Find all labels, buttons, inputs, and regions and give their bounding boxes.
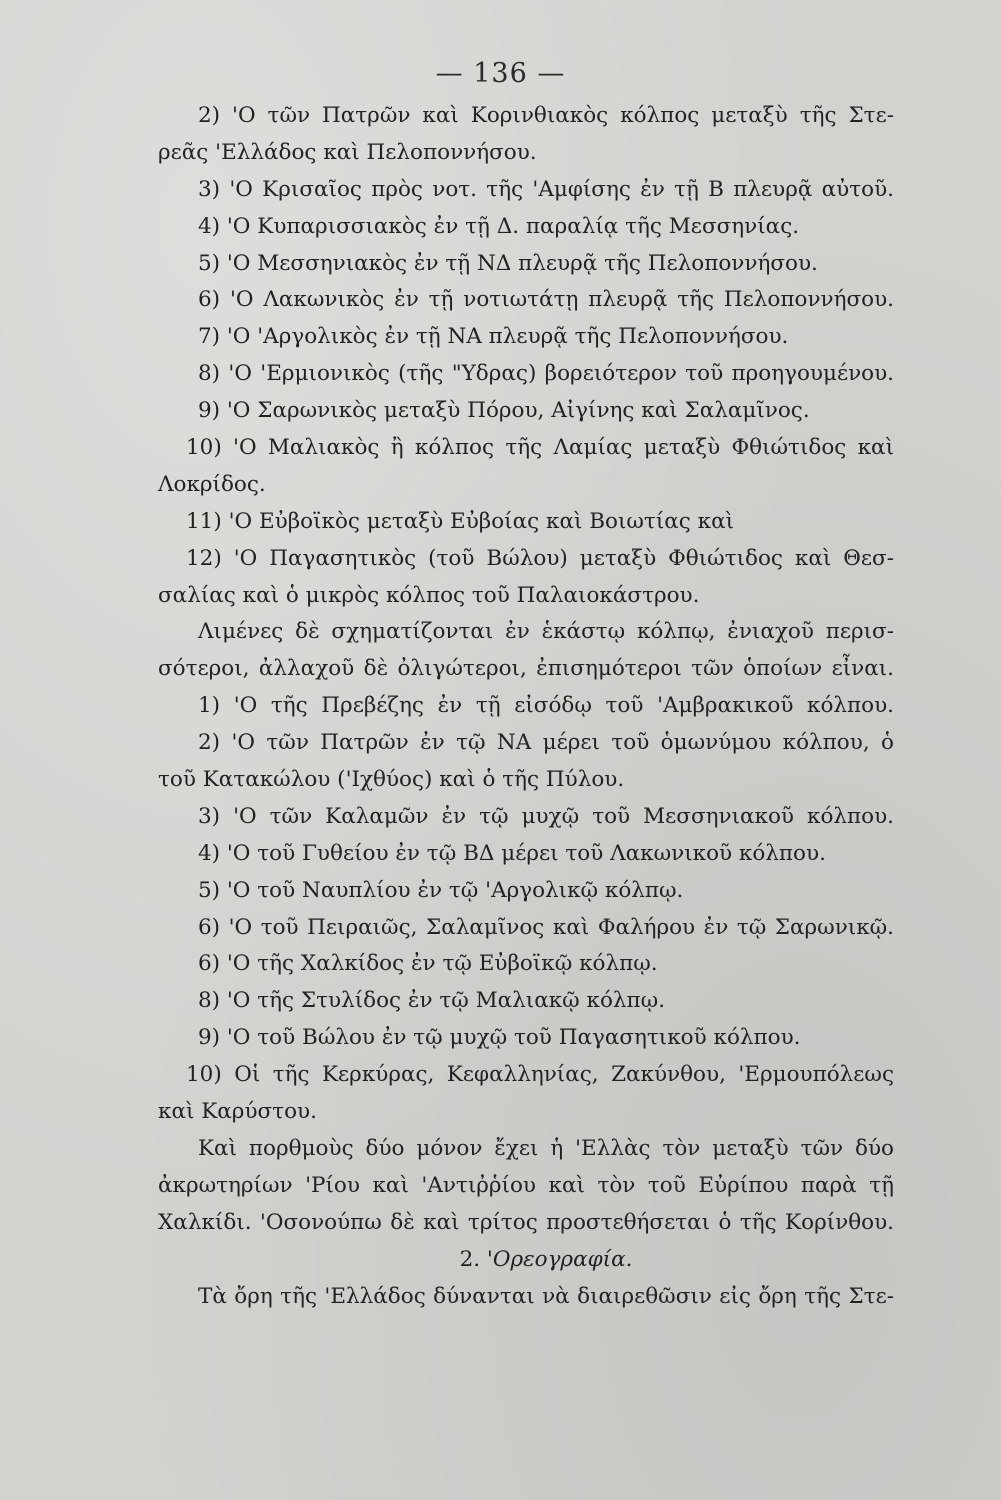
- text-line: 7) 'Ο 'Αργολικὸς ἐν τῇ ΝΑ πλευρᾷ τῆς Πελοποννήσου.: [198, 324, 789, 350]
- section-title: 'Ορεογραφία.: [486, 1246, 633, 1272]
- text-line: ρεᾶς 'Ελλάδος καὶ Πελοποννήσου.: [158, 139, 537, 165]
- page-number: — 136 —: [435, 58, 566, 89]
- section-number: 2.: [459, 1246, 481, 1272]
- text-line: 6) 'Ο τοῦ Πειραιῶς, Σαλαμῖνος καὶ Φαλήρου ἐν τῷ Σαρωνικῷ.: [198, 914, 894, 940]
- text-line: 8) 'Ο 'Ερμιονικὸς (τῆς "Υδρας) βορειότερον τοῦ προηγουμένου.: [198, 361, 894, 387]
- text-line: 2) 'Ο τῶν Πατρῶν ἐν τῷ ΝΑ μέρει τοῦ ὁμωνύμου κόλπου, ὁ: [198, 730, 894, 756]
- text-line: ἀκρωτηρίων 'Ρίου καὶ 'Αντιῤῥίου καὶ τὸν τοῦ Εὐρίπου παρὰ τῇ: [158, 1172, 894, 1198]
- text-line: 10) 'Ο Μαλιακὸς ἢ κόλπος τῆς Λαμίας μεταξὺ Φθιώτιδος καὶ: [186, 435, 894, 461]
- text-line: 5) 'Ο τοῦ Ναυπλίου ἐν τῷ 'Αργολικῷ κόλπῳ.: [198, 877, 684, 903]
- text-line: 9) 'Ο τοῦ Βώλου ἐν τῷ μυχῷ τοῦ Παγασητικοῦ κόλπου.: [198, 1025, 801, 1051]
- text-line: καὶ Καρύστου.: [158, 1099, 317, 1125]
- text-line: Χαλκίδι. 'Οσονούπω δὲ καὶ τρίτος προστεθήσεται ὁ τῆς Κορίνθου.: [158, 1209, 894, 1235]
- text-line: 2) 'Ο τῶν Πατρῶν καὶ Κορινθιακὸς κόλπος μεταξὺ τῆς Στε-: [198, 103, 894, 128]
- text-line: 4) 'Ο Κυπαρισσιακὸς ἐν τῇ Δ. παραλίᾳ τῆς Μεσσηνίας.: [198, 213, 800, 239]
- text-line: 6) 'Ο Λακωνικὸς ἐν τῇ νοτιωτάτῃ πλευρᾷ τῆς Πελοποννήσου.: [198, 287, 894, 313]
- text-line: 3) 'Ο Κρισαῖος πρὸς νοτ. τῆς 'Αμφίσης ἐν τῇ Β πλευρᾷ αὐτοῦ.: [198, 176, 894, 202]
- text-line: 9) 'Ο Σαρωνικὸς μεταξὺ Πόρου, Αἰγίνης καὶ Σαλαμῖνος.: [198, 398, 810, 424]
- text-line: 11) 'Ο Εὐβοϊκὸς μεταξὺ Εὐβοίας καὶ Βοιωτίας καὶ: [186, 508, 735, 534]
- text-line-last: Τὰ ὄρη τῆς 'Ελλάδος δύνανται νὰ διαιρεθῶσιν εἰς ὄρη τῆς Στε-: [198, 1283, 894, 1309]
- text-line: Λοκρίδος.: [158, 471, 266, 497]
- text-lines: [158, 98, 894, 1242]
- text-line: 4) 'Ο τοῦ Γυθείου ἐν τῷ ΒΔ μέρει τοῦ Λακωνικοῦ κόλπου.: [198, 840, 826, 866]
- text-line: Καὶ πορθμοὺς δύο μόνον ἔχει ἡ 'Ελλὰς τὸν μεταξὺ τῶν δύο: [198, 1135, 894, 1161]
- text-line: σαλίας καὶ ὁ μικρὸς κόλπος τοῦ Παλαιοκάστρου.: [158, 582, 700, 608]
- text-line: Λιμένες δὲ σχηματίζονται ἐν ἑκάστῳ κόλπῳ, ἐνιαχοῦ περισ-: [198, 619, 894, 645]
- text-line: 8) 'Ο τῆς Στυλίδος ἐν τῷ Μαλιακῷ κόλπῳ.: [198, 988, 666, 1014]
- text-line: τοῦ Κατακώλου ('Ιχθύος) καὶ ὁ τῆς Πύλου.: [158, 767, 625, 793]
- text-line: 3) 'Ο τῶν Καλαμῶν ἐν τῷ μυχῷ τοῦ Μεσσηνιακοῦ κόλπου.: [198, 803, 894, 829]
- text-line: 12) 'Ο Παγασητικὸς (τοῦ Βώλου) μεταξὺ Φθιώτιδος καὶ Θεσ-: [186, 545, 894, 571]
- body-text: [158, 98, 894, 1315]
- text-line: 6) 'Ο τῆς Χαλκίδος ἐν τῷ Εὐβοϊκῷ κόλπῳ.: [198, 951, 658, 977]
- text-line: 5) 'Ο Μεσσηνιακὸς ἐν τῇ ΝΔ πλευρᾷ τῆς Πελοποννήσου.: [198, 250, 818, 276]
- text-line: σότεροι, ἀλλαχοῦ δὲ ὀλιγώτεροι, ἐπισημότεροι τῶν ὁποίων εἶναι.: [158, 656, 894, 682]
- text-line: 1) 'Ο τῆς Πρεβέζης ἐν τῇ εἰσόδῳ τοῦ 'Αμβρακικοῦ κόλπου.: [198, 693, 894, 719]
- section-heading: [158, 1242, 894, 1279]
- text-line: 10) Οἱ τῆς Κερκύρας, Κεφαλληνίας, Ζακύνθου, 'Ερμουπόλεως: [186, 1062, 894, 1088]
